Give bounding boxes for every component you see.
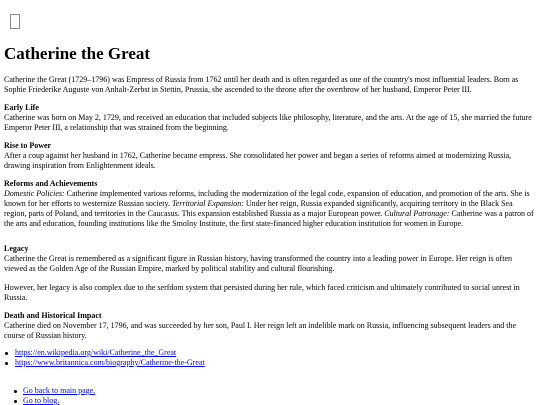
death-section [4, 311, 536, 341]
page-title: Catherine the Great [4, 44, 151, 63]
reference-link-britannica[interactable]: https://www.britannica.com/biography/Catherine-the-Great [15, 358, 205, 367]
reference-item [4, 358, 205, 368]
reforms-section [4, 179, 536, 229]
rise-to-power-text: After a coup against her husband in 1762, Catherine became empress. She consolidated her power and began a series of reforms aimed at modernizing Russia, drawing inspiration from Enlightenment ideals. [4, 151, 512, 170]
death-text: Catherine died on November 17, 1796, and was succeeded by her son, Paul I. Her reign left an indelible mark on Russia, influencing subsequent leaders and the course of Russian history. [4, 321, 517, 340]
legacy-text-2: However, her legacy is also complex due to the serfdom system that persisted during her rule, which faced criticism and ultimately contributed to social unrest in Russia. [4, 283, 520, 302]
legacy-heading: Legacy [4, 244, 29, 253]
rise-to-power-section [4, 141, 536, 171]
rise-to-power-heading: Rise to Power [4, 141, 52, 150]
legacy-section [4, 244, 536, 274]
intro-paragraph: Catherine the Great (1729–1796) was Empress of Russia from 1762 until her death and is often regarded as one of the country's most influential leaders. Born as Sophie Friederike Auguste von Anhalt-Zerbst in Stettin, Prussia, she ascended to the throne after the overthrow of her husband, Emperor Peter III. [4, 75, 519, 94]
legacy-text-1: Catherine the Great is remembered as a significant figure in Russian history, having transformed the country into a leading power in Europe. Her reign is often viewed as the Golden Age of the Russian Empire, marked by political stability and cultural flourishing. [4, 254, 512, 273]
death-heading: Death and Historical Impact [4, 311, 102, 320]
reference-item [4, 348, 205, 358]
navigation-list [13, 386, 95, 405]
cultural-patronage-text: Catherine was a patron of the arts and education, founding institutions like the Smolny Institute, the first state-financed higher education institution for women in Europe. [4, 209, 534, 228]
navigation-item [13, 386, 95, 396]
early-life-text: Catherine was born on May 2, 1729, and received an education that included subjects like philosophy, literature, and the arts. At the age of 15, she married the future Emperor Peter III, a relationship that was strained from the beginning. [4, 113, 532, 132]
territorial-expansion-text: Under her reign, Russia expanded significantly, acquiring territory in the Black Sea region, parts of Poland, and territories in the Caucasus. This expansion established Russia as a major European power. [4, 199, 513, 218]
navigation-item [13, 396, 95, 405]
cultural-patronage-label: Cultural Patronage: [384, 209, 450, 218]
broken-image-icon [10, 14, 20, 29]
early-life-section [4, 103, 536, 133]
reforms-heading: Reforms and Achievements [4, 179, 98, 188]
main-page-link[interactable]: Go back to main page. [23, 386, 96, 395]
blog-link[interactable]: Go to blog. [23, 396, 60, 405]
reference-link-wikipedia[interactable]: https://en.wikipedia.org/wiki/Catherine_the_Great [15, 348, 177, 357]
reference-list [4, 348, 205, 368]
reforms-text [4, 189, 536, 229]
early-life-heading: Early Life [4, 103, 39, 112]
domestic-policies-label: Domestic Policies: [4, 189, 65, 198]
domestic-policies-text: Catherine implemented various reforms, including the modernization of the legal code, expansion of education, and promotion of the arts. She is known for her efforts to westernize Russian society. [4, 189, 530, 208]
territorial-expansion-label: Territorial Expansion: [171, 199, 244, 208]
